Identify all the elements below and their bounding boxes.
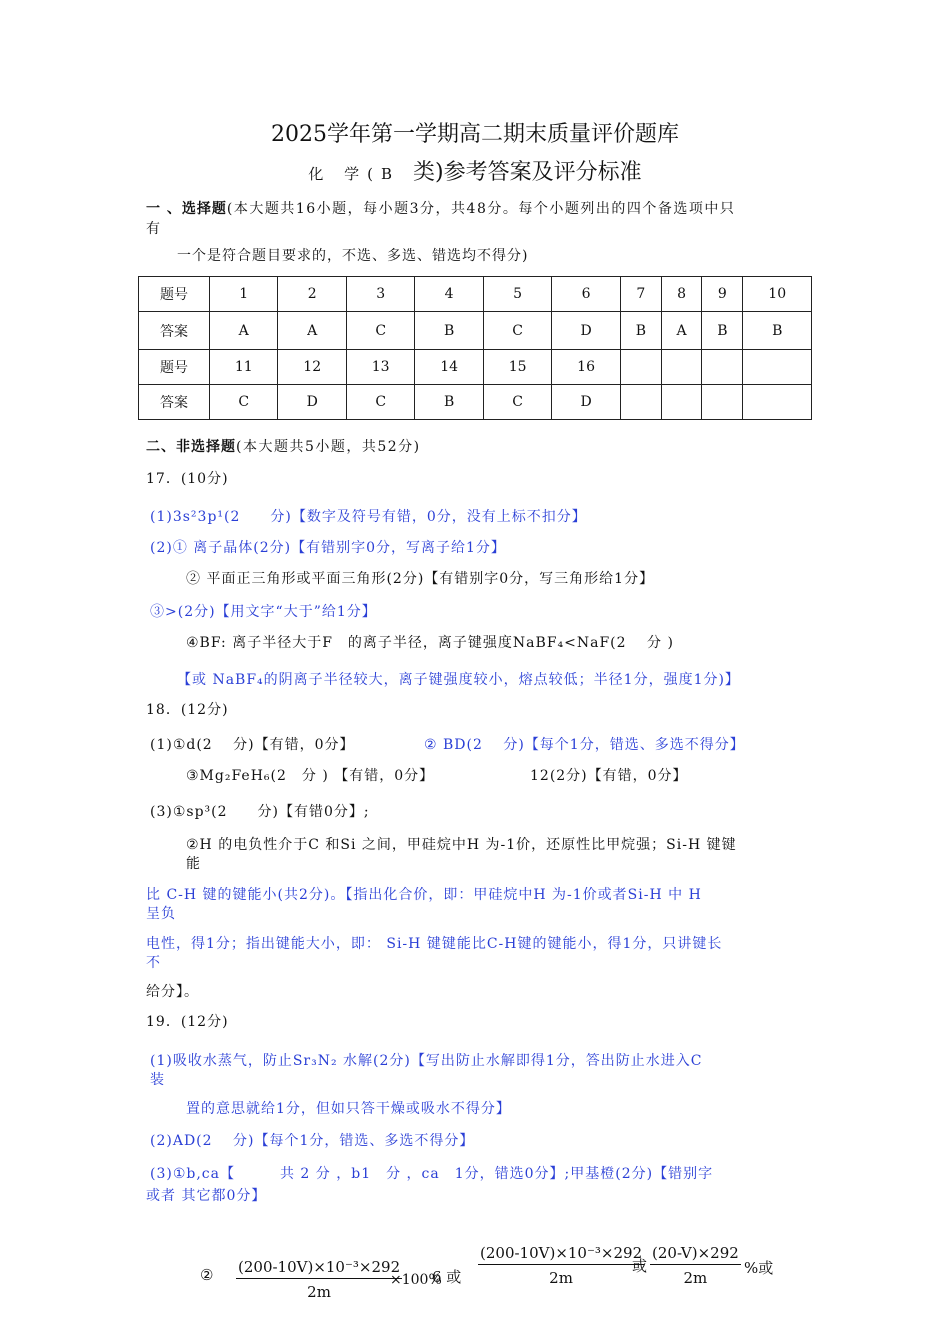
table-row xyxy=(139,385,812,420)
table-cell: 题号 xyxy=(139,277,210,312)
q18-part6b: 不 xyxy=(146,955,161,971)
table-cell: A xyxy=(278,312,346,350)
formula-2-denominator: 2m xyxy=(549,1269,573,1287)
section2-desc: (本大题共5小题，共52分) xyxy=(236,439,421,455)
formula-1-denominator: 2m xyxy=(307,1283,331,1301)
table-cell: B xyxy=(415,385,483,420)
table-cell: 4 xyxy=(415,277,483,312)
table-cell: C xyxy=(346,312,414,350)
table-cell: 13 xyxy=(346,350,414,385)
table-row xyxy=(139,312,812,350)
table-cell: B xyxy=(702,312,743,350)
table-cell xyxy=(661,385,701,420)
subtitle-subject: 化 学(B xyxy=(308,165,401,183)
section1-heading: 一 、选择题 xyxy=(146,201,227,217)
section1-desc-line2: 一个是符合题目要求的，不选、多选、错选均不得分) xyxy=(177,248,529,264)
subtitle-main: 类)参考答案及评分标准 xyxy=(413,160,642,185)
formula-3-numerator: (20-V)×292 xyxy=(650,1244,741,1265)
formula-3-denominator: 2m xyxy=(683,1269,708,1287)
table-cell xyxy=(702,385,743,420)
section2-line xyxy=(146,436,421,456)
page-subtitle xyxy=(0,155,950,186)
formula-2-numerator: (200-10V)×10⁻³×292 xyxy=(478,1244,644,1265)
formula-marker: ② xyxy=(200,1266,215,1284)
q18-part6a: 电性，得1分；指出键能大小，即： Si-H 键键能比C-H键的键能小，得1分，只讲键长 xyxy=(146,936,723,952)
formula-1-tail: ×100% xyxy=(390,1272,442,1288)
q17-header: 17．(10分) xyxy=(146,471,229,487)
q19-part1b: 装 xyxy=(150,1072,165,1088)
table-cell xyxy=(661,350,701,385)
q18-part2b: 12(2分)【有错，0分】 xyxy=(530,768,688,784)
q19-part2: 置的意思就给1分，但如只答干燥或吸水不得分】 xyxy=(186,1101,511,1117)
formula-1-numerator: (200-10V)×10⁻³×292 xyxy=(236,1258,402,1279)
table-cell: 9 xyxy=(702,277,743,312)
q18-part5b: 呈负 xyxy=(146,906,176,922)
page-title: 2025学年第一学期高二期末质量评价题库 xyxy=(271,122,679,147)
table-cell: 1 xyxy=(210,277,278,312)
table-cell: 12 xyxy=(278,350,346,385)
table-cell: 10 xyxy=(743,277,812,312)
table-cell xyxy=(620,350,661,385)
formula-3-tail: %或 xyxy=(744,1259,774,1277)
table-cell: D xyxy=(552,312,620,350)
q18-part3: (3)①sp³(2 分)【有错0分】; xyxy=(150,804,370,820)
table-cell: B xyxy=(415,312,483,350)
section1-desc: (本大题共16小题，每小题3分，共48分。每个小题列出的四个备选项中只 xyxy=(226,201,736,217)
q18-part7: 给分】。 xyxy=(146,984,199,1000)
q18-part5a: 比 C-H 键的键能小(共2分)。【指出化合价，即：甲硅烷中H 为-1价或者Si-H 中 H xyxy=(146,887,702,903)
q18-part1a: (1)①d(2 分)【有错，0分】 xyxy=(150,737,355,753)
q17-part1: (1)3s²3p¹(2 分)【数字及符号有错，0分，没有上标不扣分】 xyxy=(150,509,587,525)
q17-part5: ④BF: 离子半径大于F 的离子半径，离子键强度NaBF₄<NaF(2 分 ) xyxy=(186,635,674,651)
formula-fraction-3 xyxy=(650,1244,741,1287)
section2-heading: 二、非选择题 xyxy=(146,439,236,455)
table-cell xyxy=(743,385,812,420)
table-row xyxy=(139,277,812,312)
table-cell: 答案 xyxy=(139,385,210,420)
q18-part2a: ③Mg₂FeH₆(2 分 ) 【有错，0分】 xyxy=(186,768,435,784)
table-cell xyxy=(620,385,661,420)
q19-part4: (3)①b,ca【 共 2 分 ，b1 分 ，ca 1分，错选0分】;甲基橙(2分)【错别字 xyxy=(150,1166,714,1182)
q18-part4a: ②H 的电负性介于C 和Si 之间，甲硅烷中H 为-1价，还原性比甲烷强；Si-H 键键 xyxy=(186,837,737,853)
table-cell xyxy=(743,350,812,385)
table-cell: D xyxy=(278,385,346,420)
q17-part2: (2)① 离子晶体(2分)【有错别字0分，写离子给1分】 xyxy=(150,540,506,556)
q19-part5: 或者 其它都0分】 xyxy=(146,1188,267,1204)
table-cell: C xyxy=(483,312,551,350)
formula-or-b: 或 xyxy=(632,1257,648,1275)
table-cell: 3 xyxy=(346,277,414,312)
q18-part4b: 能 xyxy=(186,856,201,872)
q17-part6: 【或 NaBF₄的阴离子半径较大，离子键强度较小，熔点较低；半径1分，强度1分)】 xyxy=(177,672,740,688)
table-cell: 11 xyxy=(210,350,278,385)
table-cell: C xyxy=(346,385,414,420)
table-cell: A xyxy=(210,312,278,350)
table-cell: D xyxy=(552,385,620,420)
table-cell: 2 xyxy=(278,277,346,312)
table-cell xyxy=(702,350,743,385)
q17-part4: ③>(2分)【用文字“大于”给1分】 xyxy=(150,604,377,620)
table-cell: 7 xyxy=(620,277,661,312)
table-cell: 15 xyxy=(483,350,551,385)
table-cell: 5 xyxy=(483,277,551,312)
table-cell: C xyxy=(483,385,551,420)
table-cell: B xyxy=(620,312,661,350)
table-cell: 14 xyxy=(415,350,483,385)
section1-line1 xyxy=(146,198,735,218)
table-cell: 题号 xyxy=(139,350,210,385)
q18-header: 18．(12分) xyxy=(146,702,229,718)
table-cell: 6 xyxy=(552,277,620,312)
table-cell: 16 xyxy=(552,350,620,385)
table-cell: 8 xyxy=(661,277,701,312)
table-cell: B xyxy=(743,312,812,350)
q19-part1a: (1)吸收水蒸气，防止Sr₃N₂ 水解(2分)【写出防止水解即得1分，答出防止水进入C xyxy=(150,1053,703,1069)
table-row xyxy=(139,350,812,385)
q18-part1b: ② BD(2 分)【每个1分，错选、多选不得分】 xyxy=(424,737,745,753)
formula-or-a: 6 或 xyxy=(432,1268,462,1286)
q19-part3: (2)AD(2 分)【每个1分，错选、多选不得分】 xyxy=(150,1133,475,1149)
q19-header: 19．(12分) xyxy=(146,1014,229,1030)
table-cell: 答案 xyxy=(139,312,210,350)
section1-desc-wrap: 有 xyxy=(146,221,162,237)
table-cell: C xyxy=(210,385,278,420)
formula-fraction-1 xyxy=(236,1258,402,1301)
table-cell: A xyxy=(661,312,701,350)
formula-fraction-2 xyxy=(478,1244,644,1287)
q17-part3: ② 平面正三角形或平面三角形(2分)【有错别字0分，写三角形给1分】 xyxy=(186,571,655,587)
answer-table xyxy=(138,276,812,420)
